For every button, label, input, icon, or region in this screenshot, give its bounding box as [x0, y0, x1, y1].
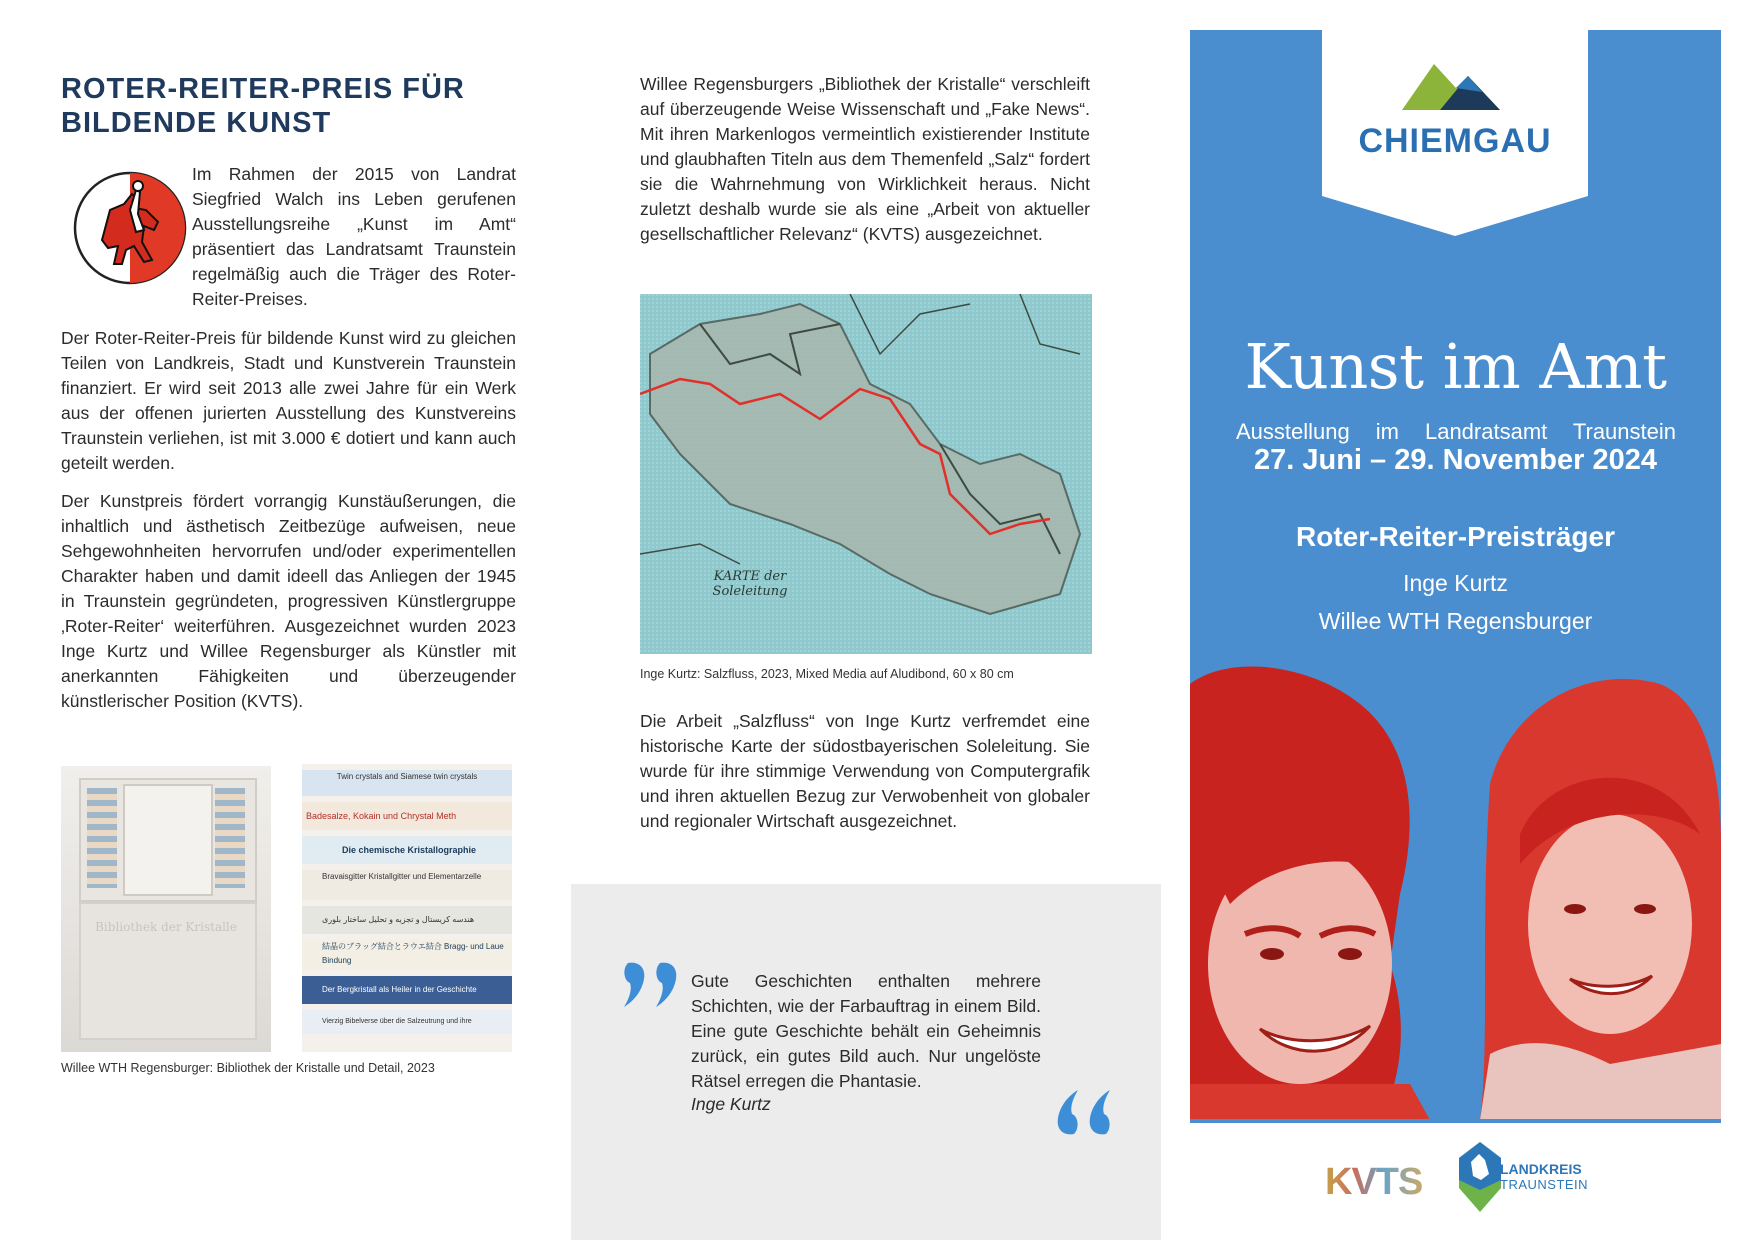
box-right-shelf [215, 788, 245, 888]
cover-subtitle: Ausstellung im Landratsamt Traunstein [1236, 419, 1676, 444]
prize-heading: Roter-Reiter-Preisträger [1296, 521, 1615, 552]
book-spine: هندسه کریستال و تجزیه و تحلیل ساختار بلوری [302, 906, 512, 934]
landkreis-shield-icon [1455, 1140, 1505, 1214]
map-label: KARTE der Soleleitung [712, 569, 788, 599]
kvts-logo-text: KVTS [1325, 1161, 1423, 1203]
book-spine: Bravaisgitter Kristallgitter und Elementarzelle [302, 870, 512, 900]
book-spines-photo [302, 764, 512, 1052]
section-title [61, 72, 521, 140]
book-spine: Badesalze, Kokain und Chrystal Meth [302, 802, 512, 830]
quote-author: Inge Kurtz [691, 1094, 771, 1114]
award-paragraph: Der Kunstpreis fördert vorrangig Kunstäußerungen, die inhaltlich und ästhetisch Zeitbezüge aufweisen, neue Sehgewohnheiten hervorrufen und/oder experimentellen Charakter haben und damit ideell das Anliegen der 1945 in Traunstein gegründeten, progressiven Künstlergruppe ‚Roter-Reiter‘ weiterführen. Ausgezeichnet wurden 2023 Inge Kurtz und Willee Regensburger als Künstler mit anerkannten Fähigkeiten und überzeugender künstlerischer Position (KVTS). [61, 491, 516, 711]
salzfluss-paragraph: Die Arbeit „Salzfluss“ von Inge Kurtz verfremdet eine historische Karte der südostbayerischen Soleleitung. Sie wurde für ihre stimmige Verwendung von Computergrafik und ihren aktuellen Bezug zur Verwobenheit von globaler und regionaler Wirtschaft ausgezeichnet. [640, 711, 1090, 831]
box-left-shelf [87, 788, 117, 888]
map-caption: Inge Kurtz: Salzfluss, 2023, Mixed Media auf Aludibond, 60 x 80 cm [640, 667, 1014, 681]
book-spine: Vierzig Bibelverse über die Salzeutrung und ihre [302, 1010, 512, 1034]
intro-paragraph: Im Rahmen der 2015 von Landrat Siegfried Walch ins Leben gerufenen Ausstellungsreihe „Kunst im Amt“ präsentiert das Landratsamt Traunstein regelmäßig auch die Träger des Roter- Reiter-Preises. [192, 164, 516, 309]
book-spine: Der Bergkristall als Heiler in der Geschichte [302, 976, 512, 1004]
quote-text: Gute Geschichten enthalten mehrere Schichten, wie der Farbauftrag in einem Bild. Eine gute Geschichte behält ein Geheimnis zurück, ein gutes Bild auch. Nur ungelöste Rätsel erregen die Phantasie. [691, 971, 1041, 1091]
box-sign: Bibliothek der Kristalle [95, 920, 237, 934]
landkreis-label: LANDKREIS [1500, 1161, 1582, 1177]
library-box-photo [61, 766, 271, 1052]
exhibition-dates: 27. Juni – 29. November 2024 [1254, 444, 1657, 476]
artist-name-1: Inge Kurtz [1403, 570, 1508, 596]
cover-title: Kunst im Amt [1244, 330, 1667, 403]
cover-bottom-line [1190, 1119, 1721, 1123]
map-drawing [640, 294, 1092, 654]
chiemgau-brand: CHIEMGAU [1358, 122, 1552, 160]
traunstein-label: TRAUNSTEIN [1500, 1177, 1589, 1192]
kvts-logo [1325, 1161, 1422, 1204]
artist-portraits [1190, 664, 1721, 1120]
quote-close-icon [1044, 1082, 1114, 1142]
book-spine: Twin crystals and Siamese twin crystals [302, 770, 512, 796]
book-spine: 結晶のブラッグ結合とラウエ結合 Bragg- und Laue Bindung [302, 940, 512, 970]
salzfluss-map-image [640, 294, 1092, 654]
library-paragraph: Willee Regensburgers „Bibliothek der Kristalle“ verschleift auf überzeugende Weise Wissenschaft und „Fake News“. Mit ihren Markenlogos vermeintlich existierender Institute und glaubhaften Titeln aus dem Themenfeld „Salz“ fordert sie die Wahrnehmung von Wirklichkeit heraus. Nicht zuletzt deshalb wurde sie als eine „Arbeit von aktueller gesellschaftlicher Relevanz“ (KVTS) ausgezeichnet. [640, 74, 1090, 244]
box-center-panel [123, 784, 213, 896]
library-caption: Willee WTH Regensburger: Bibliothek der Kristalle und Detail, 2023 [61, 1061, 435, 1075]
section-title-line1: ROTER-REITER-PREIS FÜR [61, 73, 465, 105]
roter-reiter-logo-icon [72, 170, 188, 286]
artist-name-2: Willee WTH Regensburger [1318, 608, 1593, 634]
section-title-line2: BILDENDE KUNST [61, 107, 332, 139]
quote-open-icon [620, 955, 690, 1015]
book-spine: Die chemische Kristallographie [302, 836, 512, 864]
funding-paragraph: Der Roter-Reiter-Preis für bildende Kunst wird zu gleichen Teilen von Landkreis, Stadt und Kunstverein Traunstein finanziert. Er wird seit 2013 alle zwei Jahre für ein Werk aus der offenen jurierten Ausstellung des Kunstvereins Traunstein verliehen, ist mit 3.000 € dotiert und kann auch geteilt werden. [61, 328, 516, 473]
